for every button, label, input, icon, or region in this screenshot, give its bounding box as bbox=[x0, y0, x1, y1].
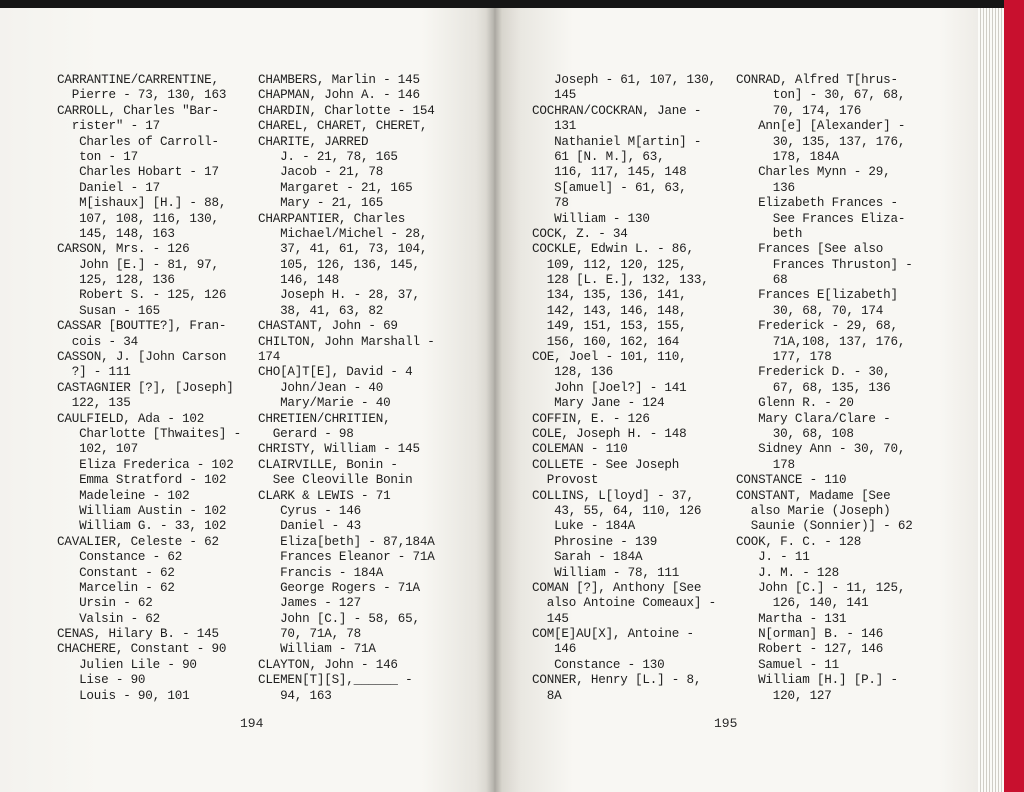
index-entry-line: CARSON, Mrs. - 126 bbox=[57, 242, 190, 257]
index-entry-line: also Marie (Joseph) bbox=[736, 503, 891, 518]
index-entry-line: 174 bbox=[258, 350, 281, 365]
index-entry-line: CAVALIER, Celeste - 62 bbox=[57, 534, 219, 549]
index-entry-line: 122, 135 bbox=[57, 396, 131, 411]
index-entry-line: William - 130 bbox=[532, 211, 650, 226]
index-entry-line: COLLINS, L[loyd] - 37, bbox=[532, 488, 694, 503]
index-entry-line: cois - 34 bbox=[57, 334, 138, 349]
index-entry-line: 177, 178 bbox=[736, 350, 832, 365]
index-entry-line: 107, 108, 116, 130, bbox=[57, 211, 219, 226]
index-entry-line: 178 bbox=[736, 457, 795, 472]
index-entry-line: Gerard - 98 bbox=[258, 426, 354, 441]
index-entry-line: CAULFIELD, Ada - 102 bbox=[57, 411, 205, 426]
index-entry-line: rister" - 17 bbox=[57, 119, 161, 134]
index-entry-line: CHILTON, John Marshall - bbox=[258, 334, 435, 349]
index-entry-line: COOK, F. C. - 128 bbox=[736, 534, 862, 549]
index-entry-line: 146, 148 bbox=[258, 273, 339, 288]
index-entry-line: Eliza[beth] - 87,184A bbox=[258, 534, 435, 549]
index-entry-line: 120, 127 bbox=[736, 688, 832, 703]
index-entry-line: CARRANTINE/CARRENTINE, bbox=[57, 73, 219, 87]
index-entry-line: See Cleoville Bonin bbox=[258, 473, 413, 488]
index-entry-line: CHRETIEN/CHRITIEN, bbox=[258, 411, 391, 426]
scan-background-top bbox=[0, 0, 1024, 8]
left-page bbox=[0, 8, 496, 792]
index-entry-line: 145, 148, 163 bbox=[57, 226, 175, 241]
index-entry-line: Sarah - 184A bbox=[532, 550, 643, 565]
index-entry-line: 71A,108, 137, 176, bbox=[736, 334, 906, 349]
index-entry-line: J. M. - 128 bbox=[736, 565, 840, 580]
index-entry-line: CHO[A]T[E], David - 4 bbox=[258, 365, 413, 380]
index-entry-line: William - 71A bbox=[258, 642, 376, 657]
index-entry-line: Frederick D. - 30, bbox=[736, 365, 891, 380]
index-entry-line: 128, 136 bbox=[532, 365, 613, 380]
index-entry-line: Joseph - 61, 107, 130, bbox=[532, 73, 716, 87]
index-entry-line: Mary - 21, 165 bbox=[258, 196, 384, 211]
index-entry-line: Charlotte [Thwaites] - bbox=[57, 426, 241, 441]
index-entry-line: ?] - 111 bbox=[57, 365, 131, 380]
index-entry-line: Luke - 184A bbox=[532, 519, 636, 534]
index-entry-line: 142, 143, 146, 148, bbox=[532, 303, 687, 318]
index-entry-line: CASTAGNIER [?], [Joseph] bbox=[57, 380, 234, 395]
index-entry-line: CONRAD, Alfred T[hrus- bbox=[736, 73, 898, 87]
index-entry-line: Louis - 90, 101 bbox=[57, 688, 190, 703]
index-entry-line: 156, 160, 162, 164 bbox=[532, 334, 680, 349]
page-number-left: 194 bbox=[240, 716, 264, 731]
index-entry-line: Daniel - 43 bbox=[258, 519, 362, 534]
index-entry-line: George Rogers - 71A bbox=[258, 580, 420, 595]
index-entry-line: John [Joel?] - 141 bbox=[532, 380, 687, 395]
index-entry-line: 149, 151, 153, 155, bbox=[532, 319, 687, 334]
index-entry-line: Michael/Michel - 28, bbox=[258, 226, 428, 241]
index-entry-line: Ann[e] [Alexander] - bbox=[736, 119, 906, 134]
index-entry-line: 37, 41, 61, 73, 104, bbox=[258, 242, 428, 257]
index-entry-line: CLAYTON, John - 146 bbox=[258, 657, 398, 672]
book-gutter bbox=[486, 8, 502, 792]
index-entry-line: CENAS, Hilary B. - 145 bbox=[57, 627, 219, 642]
index-entry-line: William [H.] [P.] - bbox=[736, 673, 898, 688]
index-entry-line: 116, 117, 145, 148 bbox=[532, 165, 687, 180]
index-entry-line: Mary/Marie - 40 bbox=[258, 396, 391, 411]
index-entry-line: Nathaniel M[artin] - bbox=[532, 134, 702, 149]
page-number-right: 195 bbox=[714, 716, 738, 731]
index-entry-line: Mary Jane - 124 bbox=[532, 396, 665, 411]
index-entry-line: 94, 163 bbox=[258, 688, 332, 703]
index-entry-line: 68 bbox=[736, 273, 788, 288]
index-entry-line: CHARPANTIER, Charles bbox=[258, 211, 406, 226]
index-entry-line: Frances Eleanor - 71A bbox=[258, 550, 435, 565]
index-entry-line: See Frances Eliza- bbox=[736, 211, 906, 226]
index-entry-line: CHASTANT, John - 69 bbox=[258, 319, 398, 334]
index-entry-line: 146 bbox=[532, 642, 577, 657]
index-entry-line: CHAREL, CHARET, CHERET, bbox=[258, 119, 428, 134]
index-entry-line: CHRISTY, William - 145 bbox=[258, 442, 420, 457]
index-entry-line: 8A bbox=[532, 688, 562, 703]
red-book-cover bbox=[1004, 0, 1024, 792]
index-entry-line: CONNER, Henry [L.] - 8, bbox=[532, 673, 702, 688]
index-entry-line: CLARK & LEWIS - 71 bbox=[258, 488, 391, 503]
index-column-left-1 bbox=[57, 73, 241, 704]
index-entry-line: S[amuel] - 61, 63, bbox=[532, 180, 687, 195]
index-entry-line: Provost bbox=[532, 473, 599, 488]
index-entry-line: 178, 184A bbox=[736, 149, 840, 164]
index-entry-line: COLE, Joseph H. - 148 bbox=[532, 426, 687, 441]
index-entry-line: ton - 17 bbox=[57, 149, 138, 164]
index-entry-line: Constant - 62 bbox=[57, 565, 175, 580]
index-entry-line: 70, 71A, 78 bbox=[258, 627, 362, 642]
index-entry-line: CLAIRVILLE, Bonin - bbox=[258, 457, 398, 472]
right-page bbox=[496, 8, 978, 792]
index-entry-line: 105, 126, 136, 145, bbox=[258, 257, 420, 272]
index-entry-line: William Austin - 102 bbox=[57, 503, 227, 518]
index-entry-line: Frances Thruston] - bbox=[736, 257, 913, 272]
index-entry-line: J. - 21, 78, 165 bbox=[258, 149, 398, 164]
index-entry-line: J. - 11 bbox=[736, 550, 810, 565]
index-entry-line: 61 [N. M.], 63, bbox=[532, 149, 665, 164]
index-entry-line: CARROLL, Charles "Bar- bbox=[57, 103, 219, 118]
index-entry-line: Frances E[lizabeth] bbox=[736, 288, 898, 303]
index-entry-line: Mary Clara/Clare - bbox=[736, 411, 891, 426]
index-entry-line: CASSAR [BOUTTE?], Fran- bbox=[57, 319, 227, 334]
index-column-left-2 bbox=[258, 73, 435, 704]
index-entry-line: COFFIN, E. - 126 bbox=[532, 411, 650, 426]
page-edges bbox=[978, 8, 1004, 792]
index-entry-line: Margaret - 21, 165 bbox=[258, 180, 413, 195]
index-entry-line: CHARDIN, Charlotte - 154 bbox=[258, 103, 435, 118]
index-entry-line: Madeleine - 102 bbox=[57, 488, 190, 503]
index-entry-line: Cyrus - 146 bbox=[258, 503, 362, 518]
index-entry-line: also Antoine Comeaux] - bbox=[532, 596, 716, 611]
index-entry-line: 145 bbox=[532, 611, 569, 626]
index-entry-line: CLEMEN[T][S],______ - bbox=[258, 673, 413, 688]
index-entry-line: 145 bbox=[532, 88, 577, 103]
index-entry-line: Emma Stratford - 102 bbox=[57, 473, 227, 488]
index-entry-line: 30, 135, 137, 176, bbox=[736, 134, 906, 149]
index-entry-line: Frederick - 29, 68, bbox=[736, 319, 898, 334]
index-entry-line: Robert - 127, 146 bbox=[736, 642, 884, 657]
index-entry-line: Charles Mynn - 29, bbox=[736, 165, 891, 180]
index-entry-line: COM[E]AU[X], Antoine - bbox=[532, 627, 694, 642]
index-entry-line: John [C.] - 11, 125, bbox=[736, 580, 906, 595]
index-entry-line: COLLETE - See Joseph bbox=[532, 457, 680, 472]
index-entry-line: John [E.] - 81, 97, bbox=[57, 257, 219, 272]
index-entry-line: 30, 68, 108 bbox=[736, 426, 854, 441]
index-entry-line: Susan - 165 bbox=[57, 303, 161, 318]
index-entry-line: 126, 140, 141 bbox=[736, 596, 869, 611]
index-entry-line: Constance - 62 bbox=[57, 550, 183, 565]
index-entry-line: 78 bbox=[532, 196, 569, 211]
index-entry-line: 67, 68, 135, 136 bbox=[736, 380, 891, 395]
index-entry-line: 125, 128, 136 bbox=[57, 273, 175, 288]
index-entry-line: 38, 41, 63, 82 bbox=[258, 303, 384, 318]
index-entry-line: CHARITE, JARRED bbox=[258, 134, 369, 149]
index-entry-line: N[orman] B. - 146 bbox=[736, 627, 884, 642]
index-entry-line: Charles Hobart - 17 bbox=[57, 165, 219, 180]
index-entry-line: 136 bbox=[736, 180, 795, 195]
index-entry-line: John [C.] - 58, 65, bbox=[258, 611, 420, 626]
index-entry-line: COMAN [?], Anthony [See bbox=[532, 580, 702, 595]
index-entry-line: CHAMBERS, Marlin - 145 bbox=[258, 73, 420, 87]
index-entry-line: Glenn R. - 20 bbox=[736, 396, 854, 411]
index-entry-line: Sidney Ann - 30, 70, bbox=[736, 442, 906, 457]
index-entry-line: ton] - 30, 67, 68, bbox=[736, 88, 906, 103]
index-entry-line: Marcelin - 62 bbox=[57, 580, 175, 595]
index-entry-line: William - 78, 111 bbox=[532, 565, 680, 580]
index-entry-line: Ursin - 62 bbox=[57, 596, 153, 611]
index-entry-line: Valsin - 62 bbox=[57, 611, 161, 626]
index-entry-line: John/Jean - 40 bbox=[258, 380, 384, 395]
index-entry-line: Elizabeth Frances - bbox=[736, 196, 898, 211]
index-entry-line: Daniel - 17 bbox=[57, 180, 161, 195]
index-entry-line: M[ishaux] [H.] - 88, bbox=[57, 196, 227, 211]
index-column-right-1 bbox=[532, 73, 716, 704]
index-entry-line: Robert S. - 125, 126 bbox=[57, 288, 227, 303]
index-entry-line: CONSTANT, Madame [See bbox=[736, 488, 891, 503]
index-entry-line: Samuel - 11 bbox=[736, 657, 840, 672]
index-entry-line: 102, 107 bbox=[57, 442, 138, 457]
index-entry-line: COLEMAN - 110 bbox=[532, 442, 628, 457]
index-entry-line: COE, Joel - 101, 110, bbox=[532, 350, 687, 365]
index-entry-line: COCK, Z. - 34 bbox=[532, 226, 628, 241]
index-entry-line: Phrosine - 139 bbox=[532, 534, 658, 549]
index-entry-line: James - 127 bbox=[258, 596, 362, 611]
index-entry-line: 128 [L. E.], 132, 133, bbox=[532, 273, 709, 288]
index-entry-line: 109, 112, 120, 125, bbox=[532, 257, 687, 272]
index-entry-line: 70, 174, 176 bbox=[736, 103, 862, 118]
index-column-right-2 bbox=[736, 73, 913, 704]
index-entry-line: CHACHERE, Constant - 90 bbox=[57, 642, 227, 657]
index-entry-line: Charles of Carroll- bbox=[57, 134, 219, 149]
index-entry-line: Saunie (Sonnier)] - 62 bbox=[736, 519, 913, 534]
index-entry-line: Constance - 130 bbox=[532, 657, 665, 672]
index-entry-line: 134, 135, 136, 141, bbox=[532, 288, 687, 303]
index-entry-line: William G. - 33, 102 bbox=[57, 519, 227, 534]
index-entry-line: 43, 55, 64, 110, 126 bbox=[532, 503, 702, 518]
index-entry-line: 131 bbox=[532, 119, 577, 134]
index-entry-line: Francis - 184A bbox=[258, 565, 384, 580]
index-entry-line: COCKLE, Edwin L. - 86, bbox=[532, 242, 694, 257]
index-entry-line: Jacob - 21, 78 bbox=[258, 165, 384, 180]
index-entry-line: COCHRAN/COCKRAN, Jane - bbox=[532, 103, 702, 118]
index-entry-line: 30, 68, 70, 174 bbox=[736, 303, 884, 318]
index-entry-line: Lise - 90 bbox=[57, 673, 146, 688]
index-entry-line: Martha - 131 bbox=[736, 611, 847, 626]
index-entry-line: beth bbox=[736, 226, 803, 241]
index-entry-line: Pierre - 73, 130, 163 bbox=[57, 88, 227, 103]
index-entry-line: CHAPMAN, John A. - 146 bbox=[258, 88, 420, 103]
index-entry-line: Frances [See also bbox=[736, 242, 884, 257]
index-entry-line: CONSTANCE - 110 bbox=[736, 473, 847, 488]
index-entry-line: Julien Lile - 90 bbox=[57, 657, 197, 672]
index-entry-line: CASSON, J. [John Carson bbox=[57, 350, 227, 365]
index-entry-line: Joseph H. - 28, 37, bbox=[258, 288, 420, 303]
index-entry-line: Eliza Frederica - 102 bbox=[57, 457, 234, 472]
